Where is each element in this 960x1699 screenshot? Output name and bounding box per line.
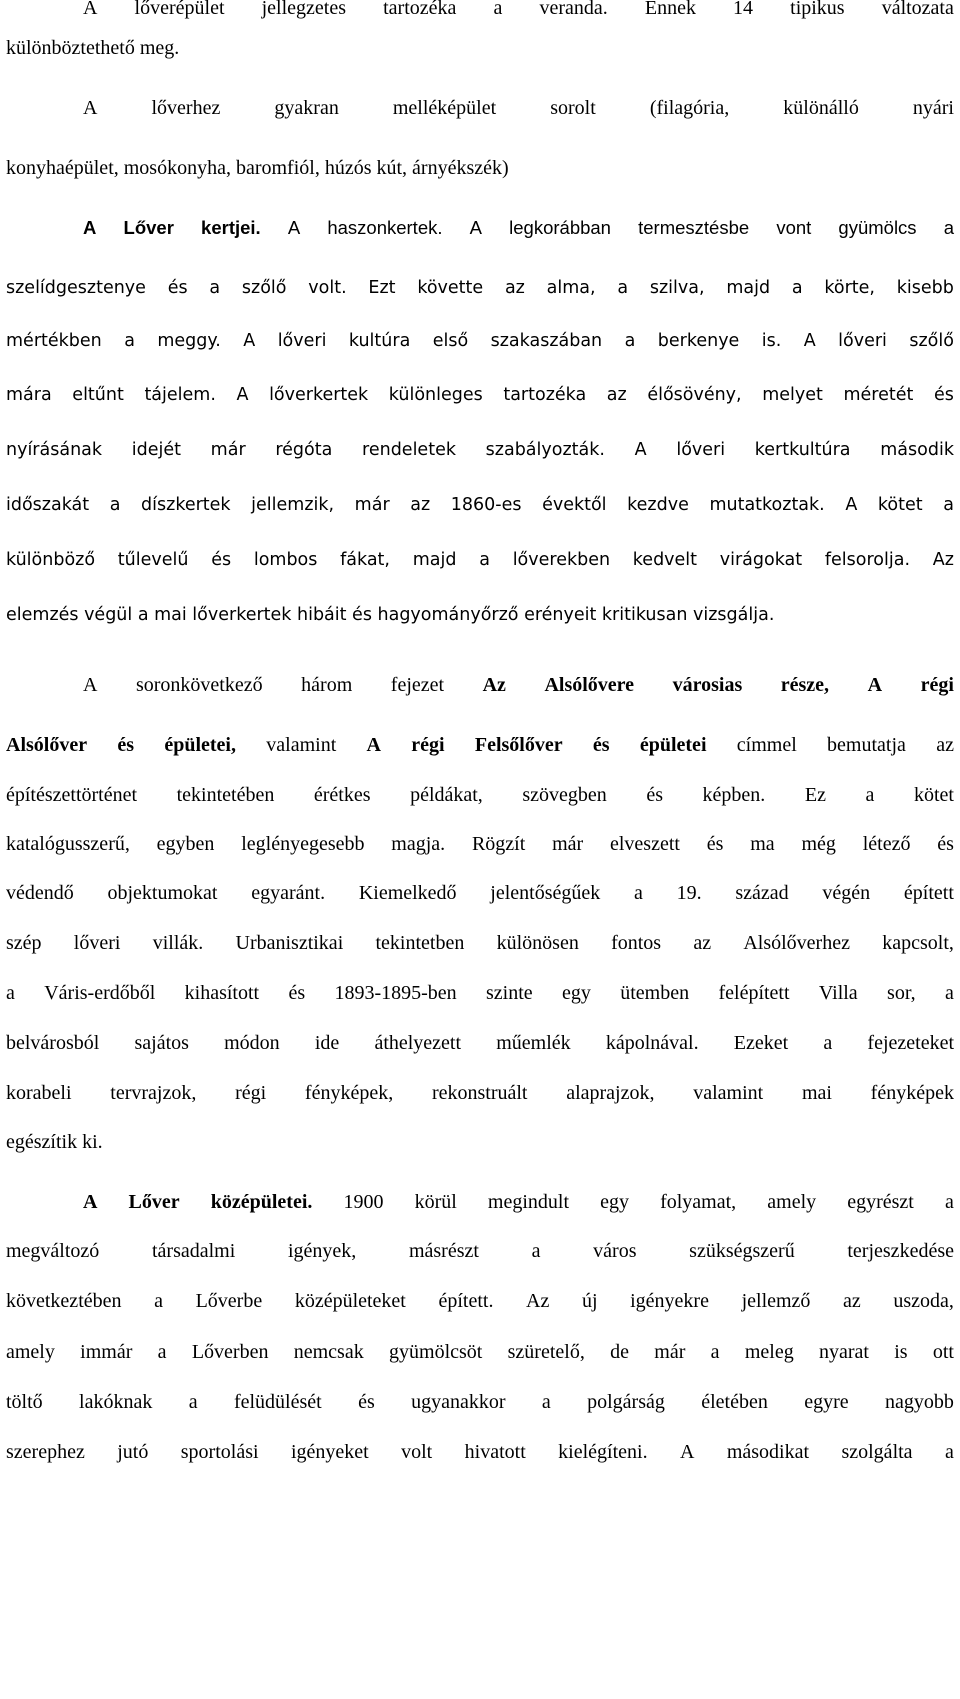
word: védendő — [6, 882, 74, 904]
word: ide — [314, 1032, 340, 1054]
word: az — [410, 495, 431, 515]
word: Villa — [818, 982, 858, 1004]
word: igényekre — [630, 1290, 709, 1312]
word: haszonkertek. — [327, 217, 443, 238]
word: tipikus — [790, 0, 845, 19]
word: sajátos — [134, 1032, 189, 1054]
word: régi — [920, 674, 954, 696]
word: és — [288, 982, 306, 1004]
word: 14 — [733, 0, 754, 19]
word: különösen — [496, 932, 579, 954]
word: felépített — [718, 982, 790, 1004]
word: a — [6, 982, 15, 1004]
word: tekintetben — [375, 932, 465, 954]
word: a — [157, 1341, 167, 1363]
word: 1893-1895-ben — [334, 982, 457, 1004]
word: töltő — [6, 1391, 43, 1413]
word: immár — [80, 1341, 133, 1363]
word: a — [823, 1032, 833, 1054]
word: veranda. — [539, 0, 608, 19]
word: érétkes — [313, 784, 371, 806]
word: kedvelt — [632, 550, 698, 570]
text-line — [6, 1077, 954, 1109]
word: belvárosból — [6, 1032, 100, 1054]
word: még — [801, 833, 836, 855]
word: a — [624, 331, 636, 351]
word: valamint — [693, 1082, 764, 1104]
word: A — [679, 1441, 695, 1463]
word: a — [943, 217, 954, 238]
word: és — [167, 278, 188, 298]
word: ugyanakkor — [411, 1391, 506, 1413]
word: szinte — [486, 982, 533, 1004]
word: város — [593, 1240, 637, 1262]
word: szilva, — [649, 278, 705, 298]
word: Ezeket — [733, 1032, 789, 1054]
word: másrészt — [408, 1240, 479, 1262]
word: a — [124, 331, 135, 351]
word: első — [432, 331, 469, 351]
word: a — [541, 1391, 551, 1413]
word: A — [366, 734, 381, 756]
word: elveszett — [610, 833, 680, 855]
word: valamint — [266, 734, 337, 756]
word: a — [634, 882, 643, 904]
word: Lőver — [128, 1191, 180, 1213]
word: áthelyezett — [374, 1032, 462, 1054]
word: és — [937, 833, 954, 855]
word: tekintetében — [176, 784, 275, 806]
text-line — [6, 544, 954, 576]
word: lőveri — [73, 932, 121, 954]
word: sor, — [887, 982, 916, 1004]
word: A — [845, 495, 858, 515]
word: szelídgesztenye — [6, 278, 146, 298]
text-line — [6, 325, 954, 357]
word: másodikat — [726, 1441, 810, 1463]
word: módon — [224, 1032, 280, 1054]
word: folyamat, — [660, 1191, 737, 1213]
word: idejét — [131, 440, 181, 460]
word: időszakát — [6, 495, 90, 515]
word: az — [606, 385, 627, 405]
word: épületei, — [164, 734, 236, 756]
word: 1900 — [343, 1191, 384, 1213]
word: melléképület — [392, 97, 497, 119]
word: ott — [932, 1341, 954, 1363]
word: lőveri — [277, 331, 327, 351]
word: középületeket — [294, 1290, 406, 1312]
text-line — [6, 272, 954, 304]
text-line — [6, 599, 954, 631]
word: kisebb — [896, 278, 954, 298]
word: bemutatja — [827, 734, 906, 756]
word: A — [803, 331, 816, 351]
word: évektől — [542, 495, 607, 515]
word: a — [943, 495, 954, 515]
word: tartozéka — [383, 0, 457, 19]
word: ütemben — [620, 982, 690, 1004]
text-run: elemzés végül a mai lőverkertek hibáit és hagyományőrző erényeit kritikusan vizsgálja. — [6, 605, 775, 625]
text-line — [6, 779, 954, 811]
word: következtében — [6, 1290, 122, 1312]
word: korabeli — [6, 1082, 72, 1104]
word: A — [469, 217, 482, 238]
word: termesztésbe — [638, 217, 750, 238]
text-line — [6, 927, 954, 959]
word: új — [581, 1290, 598, 1312]
word: a — [479, 550, 490, 570]
word: kapcsolt, — [882, 932, 954, 954]
word: magja. — [391, 833, 446, 855]
word: már — [354, 495, 390, 515]
word: élősövény, — [647, 385, 742, 405]
word: A — [83, 217, 97, 238]
word: lőverekben — [512, 550, 611, 570]
word: lőverépület — [134, 0, 225, 19]
word: szőlő — [909, 331, 954, 351]
word: megváltozó — [6, 1240, 100, 1262]
word: fákat, — [340, 550, 390, 570]
word: A — [83, 1191, 98, 1213]
word: régóta — [275, 440, 333, 460]
word: régi — [411, 734, 445, 756]
word: lőveri — [838, 331, 887, 351]
word: körül — [414, 1191, 457, 1213]
word: hivatott — [464, 1441, 526, 1463]
text-line — [6, 977, 954, 1009]
word: szövegben — [522, 784, 607, 806]
text-line — [6, 729, 954, 761]
word: nyírásának — [6, 440, 103, 460]
word: (filagória, — [649, 97, 730, 119]
word: kápolnával. — [605, 1032, 699, 1054]
word: egy — [562, 982, 591, 1004]
word: a — [945, 982, 954, 1004]
word: az — [693, 932, 712, 954]
word: szabályozták. — [485, 440, 605, 460]
word: és — [211, 550, 232, 570]
word: gyakran — [274, 97, 339, 119]
text-line — [83, 92, 954, 124]
text-line — [6, 489, 954, 521]
word: a — [493, 0, 503, 19]
word: a — [188, 1391, 198, 1413]
word: méretét — [843, 385, 914, 405]
word: jellegzetes — [261, 0, 347, 19]
word: a — [710, 1341, 720, 1363]
text-line — [6, 1027, 954, 1059]
word: egyre — [804, 1391, 849, 1413]
word: városias — [672, 674, 743, 696]
word: változata — [881, 0, 954, 19]
word: kultúra — [348, 331, 411, 351]
text-run: egészítik ki. — [6, 1131, 103, 1153]
word: szüretelő, — [507, 1341, 585, 1363]
text-line — [6, 877, 954, 909]
word: a — [944, 1191, 954, 1213]
word: és — [117, 734, 135, 756]
word: tűlevelű — [117, 550, 189, 570]
text-line — [6, 1235, 954, 1267]
word: nagyobb — [885, 1391, 954, 1413]
word: alaprajzok, — [566, 1082, 655, 1104]
word: Az — [932, 550, 954, 570]
word: kezdve — [627, 495, 689, 515]
text-line — [6, 1285, 954, 1317]
word: katalógusszerű, — [6, 833, 130, 855]
word: fejezeteket — [867, 1032, 954, 1054]
word: felüdülését — [233, 1391, 322, 1413]
word: polgárság — [587, 1391, 665, 1413]
text-line — [6, 1336, 954, 1368]
word: Az — [526, 1290, 550, 1312]
word: a — [531, 1240, 541, 1262]
word: a — [109, 495, 121, 515]
word: de — [610, 1341, 629, 1363]
word: a — [865, 784, 875, 806]
text-line — [6, 1386, 954, 1418]
word: és — [358, 1391, 375, 1413]
word: nyári — [912, 97, 954, 119]
word: egyben — [156, 833, 215, 855]
word: alma, — [546, 278, 596, 298]
word: is. — [761, 331, 782, 351]
word: villák. — [152, 932, 204, 954]
word: fényképek, — [304, 1082, 394, 1104]
word: gyümölcsöt — [389, 1341, 483, 1363]
word: meleg — [744, 1341, 794, 1363]
word: lakóknak — [79, 1391, 153, 1413]
word: szükségszerű — [689, 1240, 795, 1262]
word: kielégíteni. — [558, 1441, 648, 1463]
word: jellemzik, — [251, 495, 335, 515]
word: Rögzít — [471, 833, 526, 855]
word: kihasított — [184, 982, 260, 1004]
word: kertjei. — [201, 217, 261, 238]
word: egyrészt — [847, 1191, 914, 1213]
word: Lőver — [123, 217, 174, 238]
word: tervrajzok, — [110, 1082, 197, 1104]
word: mértékben — [6, 331, 102, 351]
word: fontos — [611, 932, 662, 954]
text-line — [6, 1126, 954, 1158]
word: három — [301, 674, 353, 696]
word: szép — [6, 932, 42, 954]
word: Alsólővere — [544, 674, 635, 696]
word: már — [210, 440, 246, 460]
word: Ennek — [644, 0, 696, 19]
word: majd — [412, 550, 457, 570]
word: kötet — [877, 495, 923, 515]
word: A — [83, 674, 98, 696]
word: amely — [767, 1191, 817, 1213]
word: már — [654, 1341, 686, 1363]
text-line — [83, 1186, 954, 1218]
word: Lőverben — [191, 1341, 269, 1363]
word: már — [552, 833, 584, 855]
word: gyümölcs — [838, 217, 917, 238]
word: Felsőlőver — [474, 734, 563, 756]
word: és — [646, 784, 663, 806]
word: az — [504, 278, 525, 298]
word: az — [936, 734, 954, 756]
word: Váris-erdőből — [44, 982, 156, 1004]
word: végén — [822, 882, 871, 904]
text-line — [83, 212, 954, 244]
word: felsorolja. — [824, 550, 911, 570]
word: terjeszkedése — [847, 1240, 954, 1262]
word: Kiemelkedő — [358, 882, 457, 904]
word: régi — [235, 1082, 267, 1104]
word: nemcsak — [293, 1341, 364, 1363]
word: épületei — [639, 734, 707, 756]
word: A — [634, 440, 647, 460]
text-run: konyhaépület, mosókonyha, baromfiól, húzós kút, árnyékszék) — [6, 157, 509, 179]
word: mai — [801, 1082, 832, 1104]
word: igényeket — [290, 1441, 369, 1463]
text-run: különböztethető meg. — [6, 37, 180, 59]
word: különálló — [783, 97, 859, 119]
text-line — [6, 152, 954, 184]
word: a — [944, 1441, 954, 1463]
word: majd — [726, 278, 771, 298]
word: uszoda, — [893, 1290, 954, 1312]
word: kötet — [913, 784, 954, 806]
word: ma — [750, 833, 775, 855]
word: és — [933, 385, 954, 405]
word: társadalmi — [151, 1240, 236, 1262]
word: és — [592, 734, 610, 756]
word: mára — [6, 385, 52, 405]
word: sportolási — [180, 1441, 259, 1463]
word: is — [894, 1341, 908, 1363]
word: címmel — [736, 734, 797, 756]
word: lőverhez — [151, 97, 221, 119]
word: lőveri — [676, 440, 726, 460]
word: meggy. — [157, 331, 221, 351]
word: középületei. — [210, 1191, 313, 1213]
word: körte, — [824, 278, 875, 298]
word: A — [236, 385, 249, 405]
word: képben. — [702, 784, 766, 806]
word: A — [243, 331, 256, 351]
word: Urbanisztikai — [235, 932, 344, 954]
word: jellemző — [741, 1290, 811, 1312]
word: volt. — [308, 278, 347, 298]
word: virágokat — [719, 550, 803, 570]
word: különleges — [388, 385, 483, 405]
word: objektumokat — [107, 882, 218, 904]
word: az — [843, 1290, 861, 1312]
text-line — [83, 0, 954, 24]
word: a — [791, 278, 803, 298]
word: létező — [862, 833, 911, 855]
word: követte — [417, 278, 484, 298]
word: Lőverbe — [195, 1290, 263, 1312]
word: lőverkertek — [269, 385, 369, 405]
word: a — [617, 278, 629, 298]
word: a — [209, 278, 221, 298]
word: szőlő — [241, 278, 287, 298]
word: díszkertek — [141, 495, 231, 515]
text-line — [6, 828, 954, 860]
word: lombos — [253, 550, 318, 570]
word: eltűnt — [72, 385, 124, 405]
word: volt — [401, 1441, 433, 1463]
word: vont — [776, 217, 812, 238]
word: egyaránt. — [251, 882, 326, 904]
word: mutatkoztak. — [709, 495, 825, 515]
word: A — [83, 0, 98, 19]
word: életében — [701, 1391, 768, 1413]
word: igények, — [287, 1240, 357, 1262]
word: 19. — [676, 882, 702, 904]
word: Ez — [804, 784, 826, 806]
word: jutó — [117, 1441, 149, 1463]
word: épített — [903, 882, 954, 904]
word: A — [83, 97, 98, 119]
word: Alsólőver — [6, 734, 88, 756]
word: 1860-es — [450, 495, 522, 515]
word: fejezet — [390, 674, 445, 696]
word: rendeletek — [362, 440, 456, 460]
word: építészettörténet — [6, 784, 138, 806]
word: a — [154, 1290, 163, 1312]
word: A — [867, 674, 883, 696]
word: Az — [482, 674, 506, 696]
text-line — [6, 32, 954, 64]
word: soronkövetkező — [135, 674, 263, 696]
word: épített. — [438, 1290, 494, 1312]
word: tájelem. — [144, 385, 216, 405]
word: nyarat — [818, 1341, 869, 1363]
text-line — [83, 669, 954, 701]
text-line — [6, 1436, 954, 1468]
word: fényképek — [870, 1082, 954, 1104]
word: szerephez — [6, 1441, 85, 1463]
word: Alsólőverhez — [743, 932, 850, 954]
word: jelentőségűek — [490, 882, 601, 904]
word: Ezt — [368, 278, 396, 298]
word: leglényegesebb — [241, 833, 365, 855]
text-line — [6, 434, 954, 466]
word: szakaszában — [490, 331, 603, 351]
word: amely — [6, 1341, 55, 1363]
word: műemlék — [496, 1032, 571, 1054]
word: század — [735, 882, 789, 904]
word: berkenye — [657, 331, 740, 351]
word: legkorábban — [509, 217, 611, 238]
word: melyet — [762, 385, 823, 405]
word: tartozéka — [503, 385, 587, 405]
word: szolgálta — [841, 1441, 913, 1463]
word: egy — [600, 1191, 629, 1213]
word: példákat, — [410, 784, 483, 806]
word: és — [706, 833, 724, 855]
word: kertkultúra — [754, 440, 851, 460]
word: különböző — [6, 550, 96, 570]
word: sorolt — [550, 97, 596, 119]
word: A — [287, 217, 301, 238]
word: megindult — [487, 1191, 569, 1213]
word: része, — [780, 674, 830, 696]
word: második — [880, 440, 954, 460]
word: rekonstruált — [431, 1082, 528, 1104]
text-line — [6, 379, 954, 411]
